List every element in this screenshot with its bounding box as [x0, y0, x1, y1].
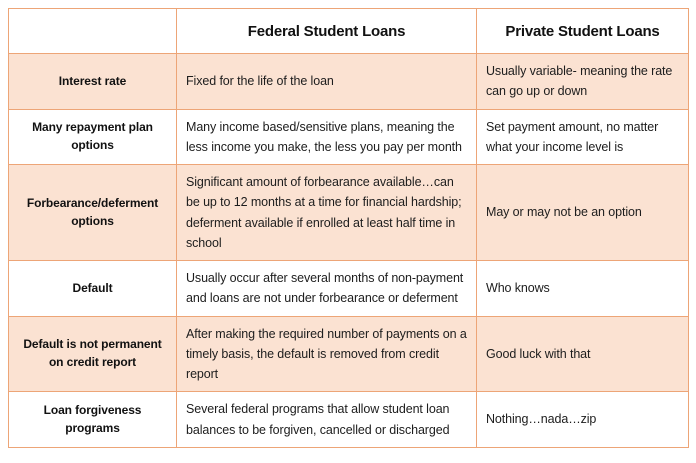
row-federal-repayment-plan-options: Many income based/sensitive plans, meaning the less income you make, the less you pay per month: [177, 109, 477, 165]
row-label-interest-rate: Interest rate: [9, 54, 177, 110]
row-federal-forbearance-deferment-options: Significant amount of forbearance available…can be up to 12 months at a time for financial hardship; deferment available if enrolled at least half time in school: [177, 165, 477, 261]
table-row: [9, 109, 689, 165]
row-label-default-not-permanent: Default is not permanent on credit report: [9, 316, 177, 392]
table-row: [9, 316, 689, 392]
header-private-student-loans: Private Student Loans: [477, 9, 689, 54]
table-row: [9, 54, 689, 110]
row-label-default: Default: [9, 261, 177, 317]
row-private-default: Who knows: [477, 261, 689, 317]
row-label-repayment-plan-options: Many repayment plan options: [9, 109, 177, 165]
table-row: [9, 165, 689, 261]
header-federal-student-loans: Federal Student Loans: [177, 9, 477, 54]
table-body: [9, 54, 689, 448]
row-federal-loan-forgiveness-programs: Several federal programs that allow student loan balances to be forgiven, cancelled or discharged: [177, 392, 477, 448]
row-private-loan-forgiveness-programs: Nothing…nada…zip: [477, 392, 689, 448]
row-label-loan-forgiveness-programs: Loan forgiveness programs: [9, 392, 177, 448]
table-row: [9, 392, 689, 448]
row-federal-interest-rate: Fixed for the life of the loan: [177, 54, 477, 110]
table-row: [9, 261, 689, 317]
row-federal-default: Usually occur after several months of non-payment and loans are not under forbearance or deferment: [177, 261, 477, 317]
header-corner-blank: [9, 9, 177, 54]
header-row: [9, 9, 689, 54]
table-header: [9, 9, 689, 54]
row-label-forbearance-deferment-options: Forbearance/deferment options: [9, 165, 177, 261]
row-private-forbearance-deferment-options: May or may not be an option: [477, 165, 689, 261]
row-private-repayment-plan-options: Set payment amount, no matter what your income level is: [477, 109, 689, 165]
row-federal-default-not-permanent: After making the required number of payments on a timely basis, the default is removed from credit report: [177, 316, 477, 392]
row-private-interest-rate: Usually variable- meaning the rate can go up or down: [477, 54, 689, 110]
comparison-table: [8, 8, 689, 448]
row-private-default-not-permanent: Good luck with that: [477, 316, 689, 392]
